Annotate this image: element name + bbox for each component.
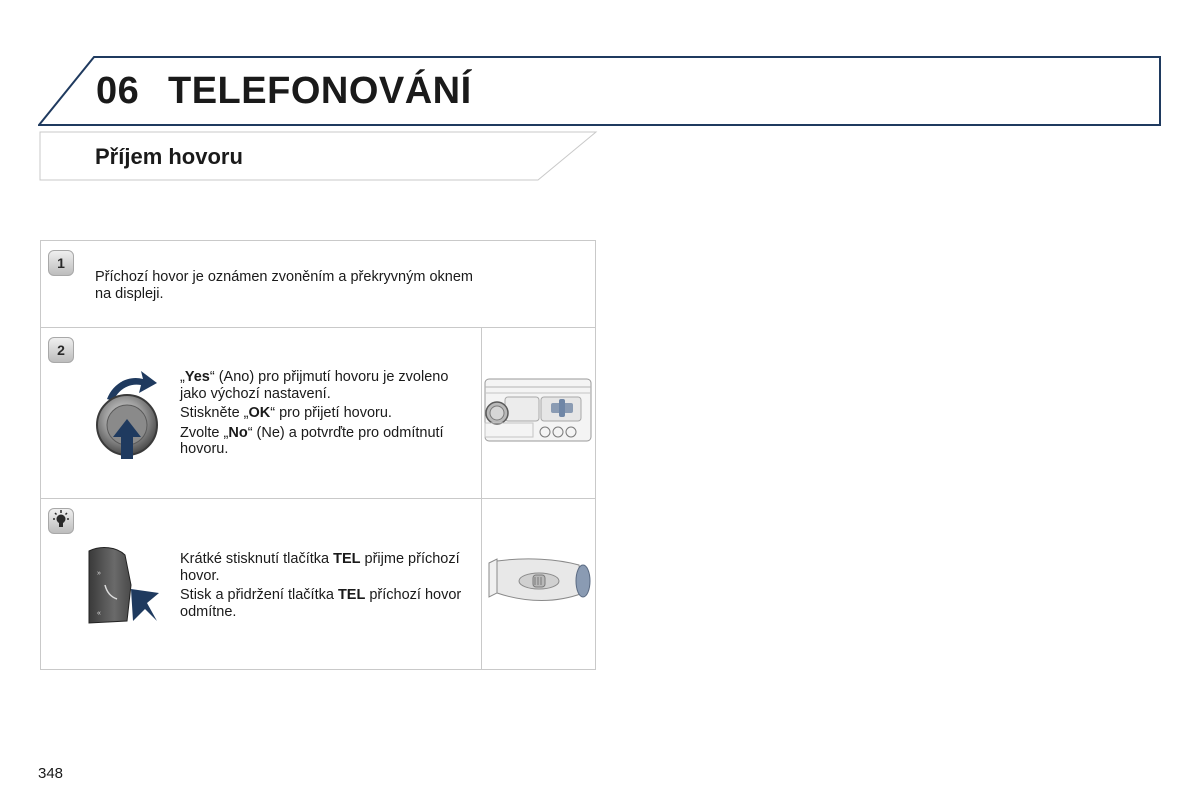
- yes-keyword: Yes: [184, 369, 210, 385]
- section-title: Příjem hovoru: [95, 144, 243, 169]
- radio-panel-illustration: [483, 375, 595, 445]
- chapter-number: 06: [96, 70, 140, 112]
- no-keyword: No: [228, 424, 248, 441]
- step-2-line-1: „Yes“ (Ano) pro přijmutí hovoru je zvoleno jako výchozí nastavení.: [180, 369, 449, 402]
- step-3-line-1: Krátké stisknutí tlačítka TEL přijme příchozí hovor.: [180, 551, 460, 584]
- steering-stalk-tel-button-icon: [87, 541, 161, 627]
- column-divider: [481, 327, 482, 670]
- step-2-text: [180, 369, 470, 461]
- ok-keyword: OK: [248, 405, 271, 421]
- tel-keyword: TEL: [337, 587, 366, 603]
- steering-stalk-illustration: [487, 553, 591, 613]
- steps-table: [40, 240, 596, 670]
- tel-keyword: TEL: [333, 551, 361, 567]
- tip-badge: [48, 508, 74, 534]
- step-2-line-2: Stiskněte „OK“ pro přijetí hovoru.: [180, 405, 392, 421]
- rotary-knob-push-icon: [91, 361, 171, 461]
- step-3-text: [180, 551, 470, 623]
- step-3-line-2: Stisk a přidržení tlačítka TEL příchozí hovor odmítne.: [180, 587, 462, 620]
- step-badge-2: 2: [48, 337, 74, 363]
- chapter-title: TELEFONOVÁNÍ: [168, 70, 472, 112]
- step-badge-1: 1: [48, 250, 74, 276]
- row-divider: [41, 498, 595, 499]
- step-2-line-3: Zvolte „No“ (Ne) a potvrďte pro odmítnutí hovoru.: [180, 424, 444, 457]
- lightbulb-icon: [49, 509, 73, 533]
- svg-text:«: «: [97, 610, 101, 617]
- step-1-text: Příchozí hovor je oznámen zvoněním a překryvným oknem na displeji.: [95, 269, 473, 302]
- svg-text:»: »: [97, 570, 101, 577]
- page-number: 348: [38, 765, 64, 782]
- row-divider: [41, 327, 595, 328]
